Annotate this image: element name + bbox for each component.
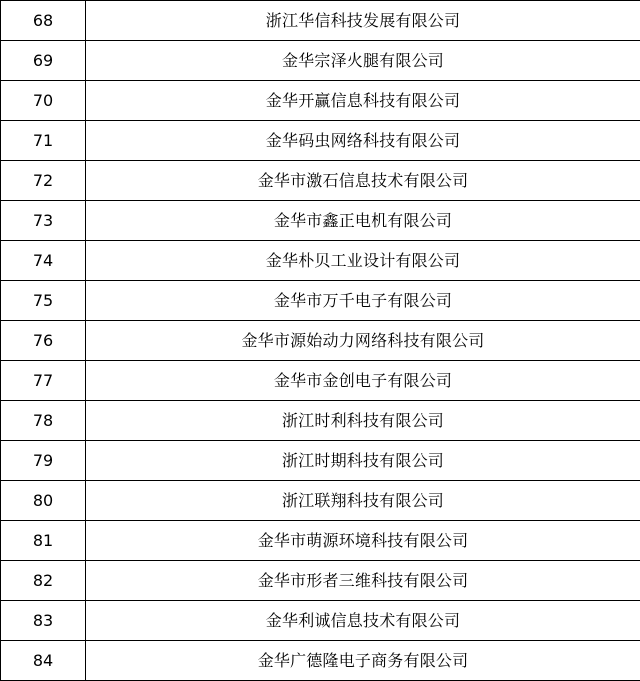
row-index: 79 bbox=[1, 441, 86, 481]
row-company-name: 金华广德隆电子商务有限公司 bbox=[86, 641, 640, 681]
row-company-name: 金华市形者三维科技有限公司 bbox=[86, 561, 640, 601]
table-body bbox=[1, 1, 640, 681]
table-row bbox=[1, 481, 640, 521]
row-company-name: 金华市萌源环境科技有限公司 bbox=[86, 521, 640, 561]
row-company-name: 金华码虫网络科技有限公司 bbox=[86, 121, 640, 161]
table-row bbox=[1, 321, 640, 361]
row-company-name: 金华利诚信息技术有限公司 bbox=[86, 601, 640, 641]
row-company-name: 金华市鑫正电机有限公司 bbox=[86, 201, 640, 241]
row-company-name: 金华朴贝工业设计有限公司 bbox=[86, 241, 640, 281]
row-index: 70 bbox=[1, 81, 86, 121]
row-index: 83 bbox=[1, 601, 86, 641]
row-index: 74 bbox=[1, 241, 86, 281]
row-index: 71 bbox=[1, 121, 86, 161]
row-index: 72 bbox=[1, 161, 86, 201]
table-row bbox=[1, 201, 640, 241]
table-row bbox=[1, 521, 640, 561]
table-row bbox=[1, 1, 640, 41]
table-row bbox=[1, 401, 640, 441]
table-row bbox=[1, 601, 640, 641]
row-index: 80 bbox=[1, 481, 86, 521]
row-index: 76 bbox=[1, 321, 86, 361]
row-company-name: 浙江时利科技有限公司 bbox=[86, 401, 640, 441]
row-index: 69 bbox=[1, 41, 86, 81]
row-company-name: 浙江联翔科技有限公司 bbox=[86, 481, 640, 521]
row-index: 78 bbox=[1, 401, 86, 441]
row-index: 77 bbox=[1, 361, 86, 401]
row-company-name: 金华宗泽火腿有限公司 bbox=[86, 41, 640, 81]
row-index: 73 bbox=[1, 201, 86, 241]
table-row bbox=[1, 161, 640, 201]
table-row bbox=[1, 441, 640, 481]
table-row bbox=[1, 561, 640, 601]
row-index: 68 bbox=[1, 1, 86, 41]
row-index: 82 bbox=[1, 561, 86, 601]
table-row bbox=[1, 41, 640, 81]
table-row bbox=[1, 241, 640, 281]
table-row bbox=[1, 361, 640, 401]
row-company-name: 金华市万千电子有限公司 bbox=[86, 281, 640, 321]
row-index: 84 bbox=[1, 641, 86, 681]
row-index: 75 bbox=[1, 281, 86, 321]
row-company-name: 浙江时期科技有限公司 bbox=[86, 441, 640, 481]
row-company-name: 金华市金创电子有限公司 bbox=[86, 361, 640, 401]
row-company-name: 金华市激石信息技术有限公司 bbox=[86, 161, 640, 201]
table-row bbox=[1, 281, 640, 321]
row-company-name: 金华市源始动力网络科技有限公司 bbox=[86, 321, 640, 361]
row-company-name: 浙江华信科技发展有限公司 bbox=[86, 1, 640, 41]
table-row bbox=[1, 121, 640, 161]
row-company-name: 金华开赢信息科技有限公司 bbox=[86, 81, 640, 121]
row-index: 81 bbox=[1, 521, 86, 561]
table-row bbox=[1, 641, 640, 681]
table-row bbox=[1, 81, 640, 121]
